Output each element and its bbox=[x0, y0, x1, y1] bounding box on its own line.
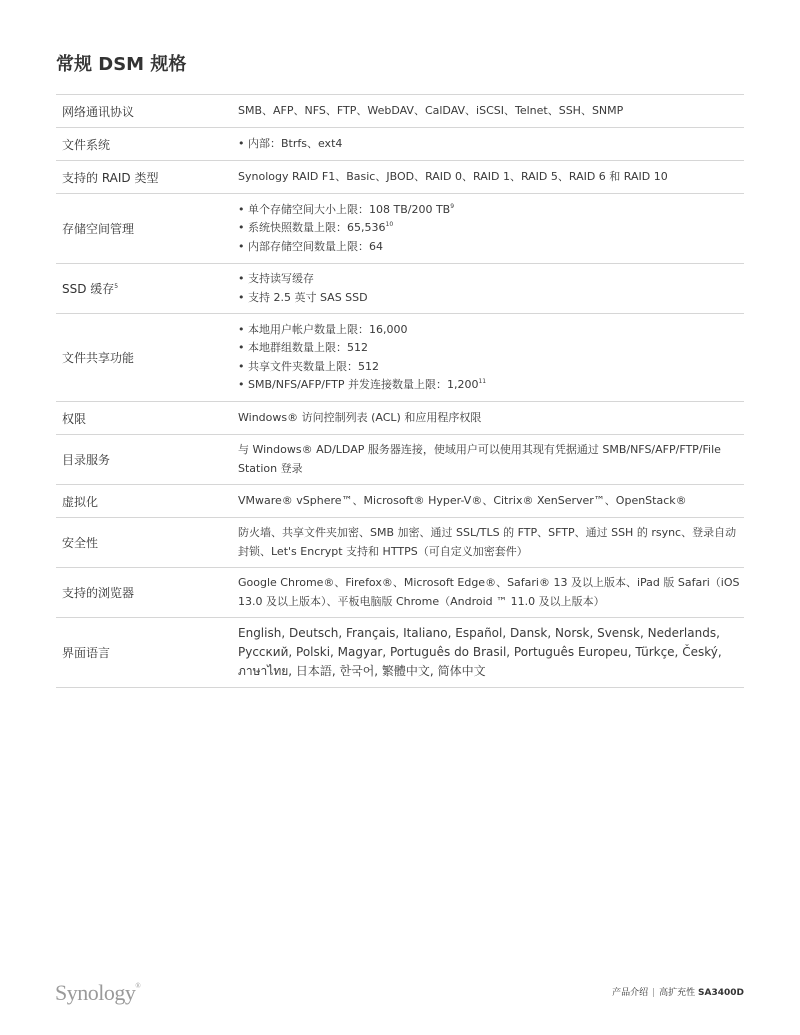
footnote-mark: 10 bbox=[385, 221, 394, 229]
spec-label: 目录服务 bbox=[62, 453, 111, 467]
registered-mark: ® bbox=[135, 982, 141, 990]
spec-row-storage bbox=[56, 194, 744, 264]
doc-type: 产品介绍 bbox=[612, 988, 649, 998]
synology-logo bbox=[55, 980, 140, 1006]
spec-value: 防火墙、共享文件夹加密、SMB 加密、通过 SSL/TLS 的 FTP、SFTP、通过 SSH 的 rsync、登录自动封锁、Let's Encrypt 支持和 HTTPS（可自定义加密套件） bbox=[238, 526, 737, 558]
footnote-mark: 11 bbox=[478, 378, 487, 385]
spec-row-virtualization bbox=[56, 485, 744, 518]
spec-row-privilege bbox=[56, 402, 744, 435]
spec-value bbox=[238, 129, 744, 160]
spec-label: 文件共享功能 bbox=[62, 351, 135, 365]
spec-label bbox=[56, 280, 238, 297]
list-item: • 支持 2.5 英寸 SAS SSD bbox=[238, 289, 744, 308]
spec-value bbox=[238, 195, 744, 263]
list-item: • 支持读写缓存 bbox=[238, 270, 744, 289]
list-item: • 本地用户帐户数量上限：16,000 bbox=[238, 321, 744, 340]
spec-row-security bbox=[56, 518, 744, 568]
spec-label: 权限 bbox=[62, 411, 87, 426]
spec-value: Windows® 访问控制列表 (ACL) 和应用程序权限 bbox=[238, 410, 482, 424]
item-text: 系统快照数量上限：65,536 bbox=[248, 221, 386, 235]
logo-text: Synology bbox=[55, 980, 136, 1005]
spec-row-languages bbox=[56, 618, 744, 688]
model-number: SA3400D bbox=[698, 988, 744, 998]
product-desc: 高扩充性 bbox=[659, 988, 696, 998]
spec-value: Google Chrome®、Firefox®、Microsoft Edge®、Safari® 13 及以上版本、iPad 版 Safari（iOS 13.0 及以上版本）、平板电脑版 Chrome（Android ™ 11.0 及以上版本） bbox=[238, 576, 740, 608]
footnote-mark: 9 bbox=[450, 202, 455, 210]
item-text: SMB/NFS/AFP/FTP 并发连接数量上限：1,200 bbox=[248, 378, 479, 391]
list-item: • 内部：Btrfs、ext4 bbox=[238, 135, 744, 154]
spec-label: 虚拟化 bbox=[62, 494, 99, 509]
footer-doc-info bbox=[612, 985, 744, 998]
list-item: • 内部存储空间数量上限：64 bbox=[238, 238, 744, 257]
spec-value bbox=[238, 315, 744, 401]
spec-row-ssd-cache bbox=[56, 264, 744, 314]
spec-row-protocols bbox=[56, 95, 744, 128]
spec-label: 安全性 bbox=[62, 536, 99, 550]
spec-table bbox=[56, 94, 744, 688]
list-item: • 本地群组数量上限：512 bbox=[238, 339, 744, 358]
spec-label: 文件系统 bbox=[62, 137, 111, 152]
page-title: 常规 DSM 规格 bbox=[56, 54, 187, 75]
spec-value: VMware® vSphere™、Microsoft® Hyper-V®、Citrix® XenServer™、OpenStack® bbox=[238, 493, 687, 507]
list-item: • 共享文件夹数量上限：512 bbox=[238, 358, 744, 377]
spec-row-browsers bbox=[56, 568, 744, 618]
spec-row-filesystem bbox=[56, 128, 744, 161]
list-item bbox=[238, 376, 744, 395]
list-item bbox=[238, 201, 744, 220]
spec-row-file-sharing bbox=[56, 314, 744, 402]
list-item bbox=[238, 219, 744, 238]
divider: | bbox=[652, 988, 656, 998]
spec-value bbox=[238, 264, 744, 313]
footnote-mark: 5 bbox=[114, 283, 119, 290]
spec-value: Synology RAID F1、Basic、JBOD、RAID 0、RAID 1、RAID 5、RAID 6 和 RAID 10 bbox=[238, 169, 668, 183]
spec-value: 与 Windows® AD/LDAP 服务器连接，使域用户可以使用其现有凭据通过 SMB/NFS/AFP/FTP/File Station 登录 bbox=[238, 443, 721, 475]
spec-label: 界面语言 bbox=[62, 646, 111, 660]
label-text: SSD 缓存 bbox=[62, 282, 115, 296]
spec-value: English, Deutsch, Français, Italiano, Español, Dansk, Norsk, Svensk, Nederlands, Русский, Polski, Magyar, Português do Brasil, Português Europeu, Türkçe, Český, ภาษาไทย, 日本語, 한국어, 繁體中文, 简体中文 bbox=[238, 626, 722, 678]
spec-value: SMB、AFP、NFS、FTP、WebDAV、CalDAV、iSCSI、Telnet、SSH、SNMP bbox=[238, 103, 624, 117]
spec-row-directory bbox=[56, 435, 744, 485]
spec-label: 支持的浏览器 bbox=[62, 586, 135, 600]
item-text: 单个存储空间大小上限：108 TB/200 TB bbox=[248, 202, 451, 216]
spec-label: 存储空间管理 bbox=[62, 222, 135, 236]
spec-row-raid bbox=[56, 161, 744, 194]
spec-label: 支持的 RAID 类型 bbox=[62, 170, 159, 185]
spec-label: 网络通讯协议 bbox=[62, 104, 135, 119]
